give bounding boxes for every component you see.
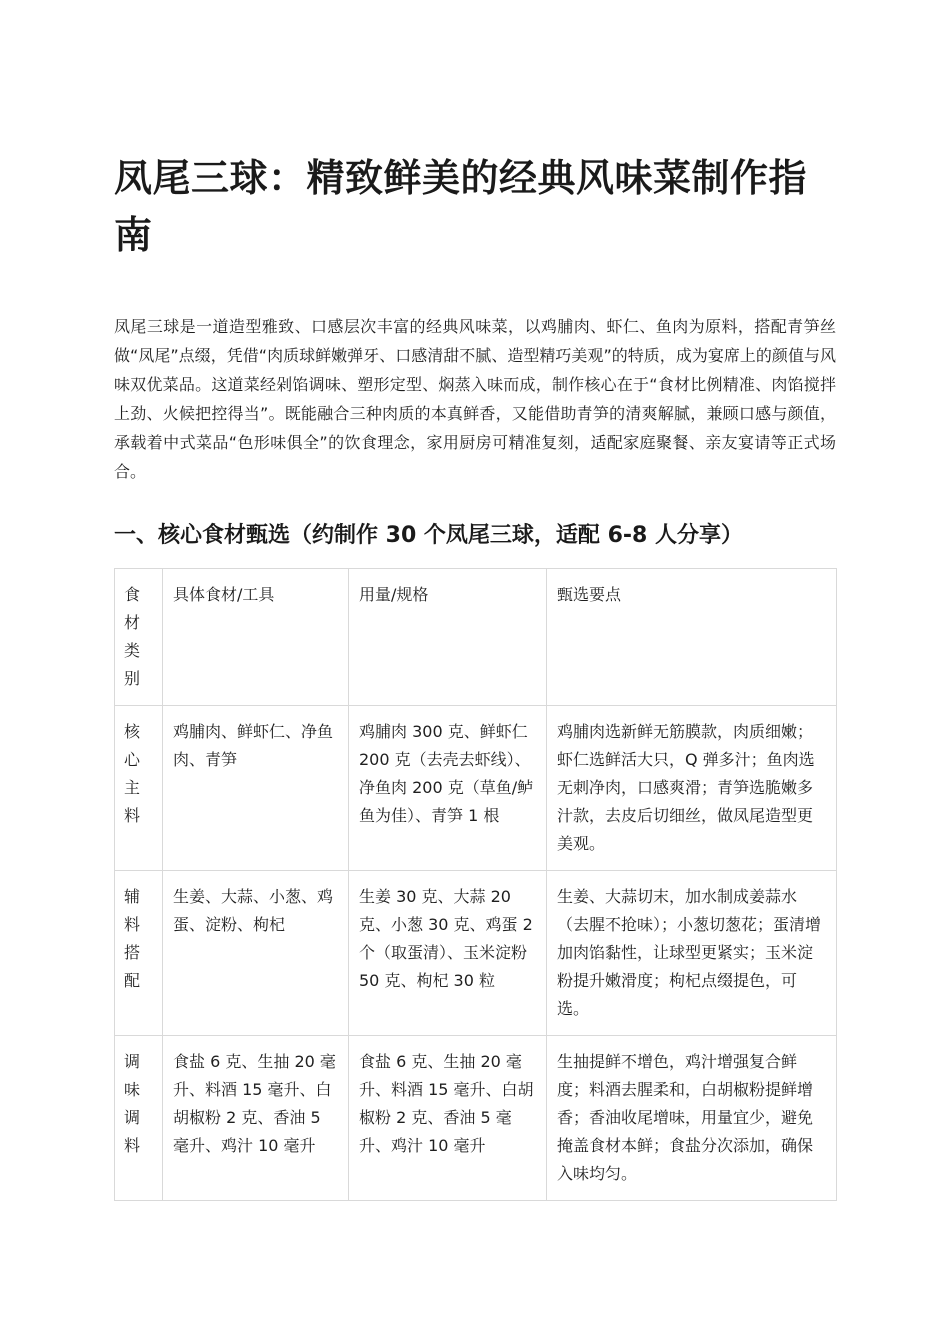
cell-tips: 鸡脯肉选新鲜无筋膜款，肉质细嫩；虾仁选鲜活大只，Q 弹多汁；鱼肉选无刺净肉，口感爽滑；青笋选脆嫩多汁款，去皮后切细丝，做凤尾造型更美观。 — [547, 706, 837, 871]
cell-tips: 生抽提鲜不增色，鸡汁增强复合鲜度；料酒去腥柔和，白胡椒粉提鲜增香；香油收尾增味，用量宜少，避免掩盖食材本鲜；食盐分次添加，确保入味均匀。 — [547, 1036, 837, 1201]
cell-category: 辅料搭配 — [115, 871, 163, 1036]
cell-items: 生姜、大蒜、小葱、鸡蛋、淀粉、枸杞 — [163, 871, 349, 1036]
section-heading: 一、核心食材甄选（约制作 30 个凤尾三球，适配 6-8 人分享） — [114, 523, 743, 548]
table-row — [115, 706, 837, 871]
table-row — [115, 871, 837, 1036]
cell-amount: 食盐 6 克、生抽 20 毫升、料酒 15 毫升、白胡椒粉 2 克、香油 5 毫升、鸡汁 10 毫升 — [349, 1036, 547, 1201]
cell-amount: 生姜 30 克、大蒜 20 克、小葱 30 克、鸡蛋 2 个（取蛋清）、玉米淀粉 50 克、枸杞 30 粒 — [349, 871, 547, 1036]
document-page — [114, 150, 836, 1201]
header-items: 具体食材/工具 — [163, 569, 349, 706]
header-tips: 甄选要点 — [547, 569, 837, 706]
cell-category: 核心主料 — [115, 706, 163, 871]
header-category: 食材类别 — [115, 569, 163, 706]
cell-items: 鸡脯肉、鲜虾仁、净鱼肉、青笋 — [163, 706, 349, 871]
intro-paragraph: 凤尾三球是一道造型雅致、口感层次丰富的经典风味菜，以鸡脯肉、虾仁、鱼肉为原料，搭配青笋丝做“凤尾”点缀，凭借“肉质球鲜嫩弹牙、口感清甜不腻、造型精巧美观”的特质，成为宴席上的颜值与风味双优菜品。这道菜经剁馅调味、塑形定型、焖蒸入味而成，制作核心在于“食材比例精准、肉馅搅拌上劲、火候把控得当”。既能融合三种肉质的本真鲜香，又能借助青笋的清爽解腻，兼顾口感与颜值，承载着中式菜品“色形味俱全”的饮食理念，家用厨房可精准复刻，适配家庭聚餐、亲友宴请等正式场合。 — [114, 317, 836, 481]
document-title: 凤尾三球：精致鲜美的经典风味菜制作指南 — [114, 156, 808, 257]
cell-tips: 生姜、大蒜切末，加水制成姜蒜水（去腥不抢味）；小葱切葱花；蛋清增加肉馅黏性，让球型更紧实；玉米淀粉提升嫩滑度；枸杞点缀提色，可选。 — [547, 871, 837, 1036]
cell-category: 调味调料 — [115, 1036, 163, 1201]
ingredients-table — [114, 568, 837, 1201]
table-header-row — [115, 569, 837, 706]
table-row — [115, 1036, 837, 1201]
cell-amount: 鸡脯肉 300 克、鲜虾仁 200 克（去壳去虾线）、净鱼肉 200 克（草鱼/鲈鱼为佳）、青笋 1 根 — [349, 706, 547, 871]
header-amount: 用量/规格 — [349, 569, 547, 706]
cell-items: 食盐 6 克、生抽 20 毫升、料酒 15 毫升、白胡椒粉 2 克、香油 5 毫升、鸡汁 10 毫升 — [163, 1036, 349, 1201]
